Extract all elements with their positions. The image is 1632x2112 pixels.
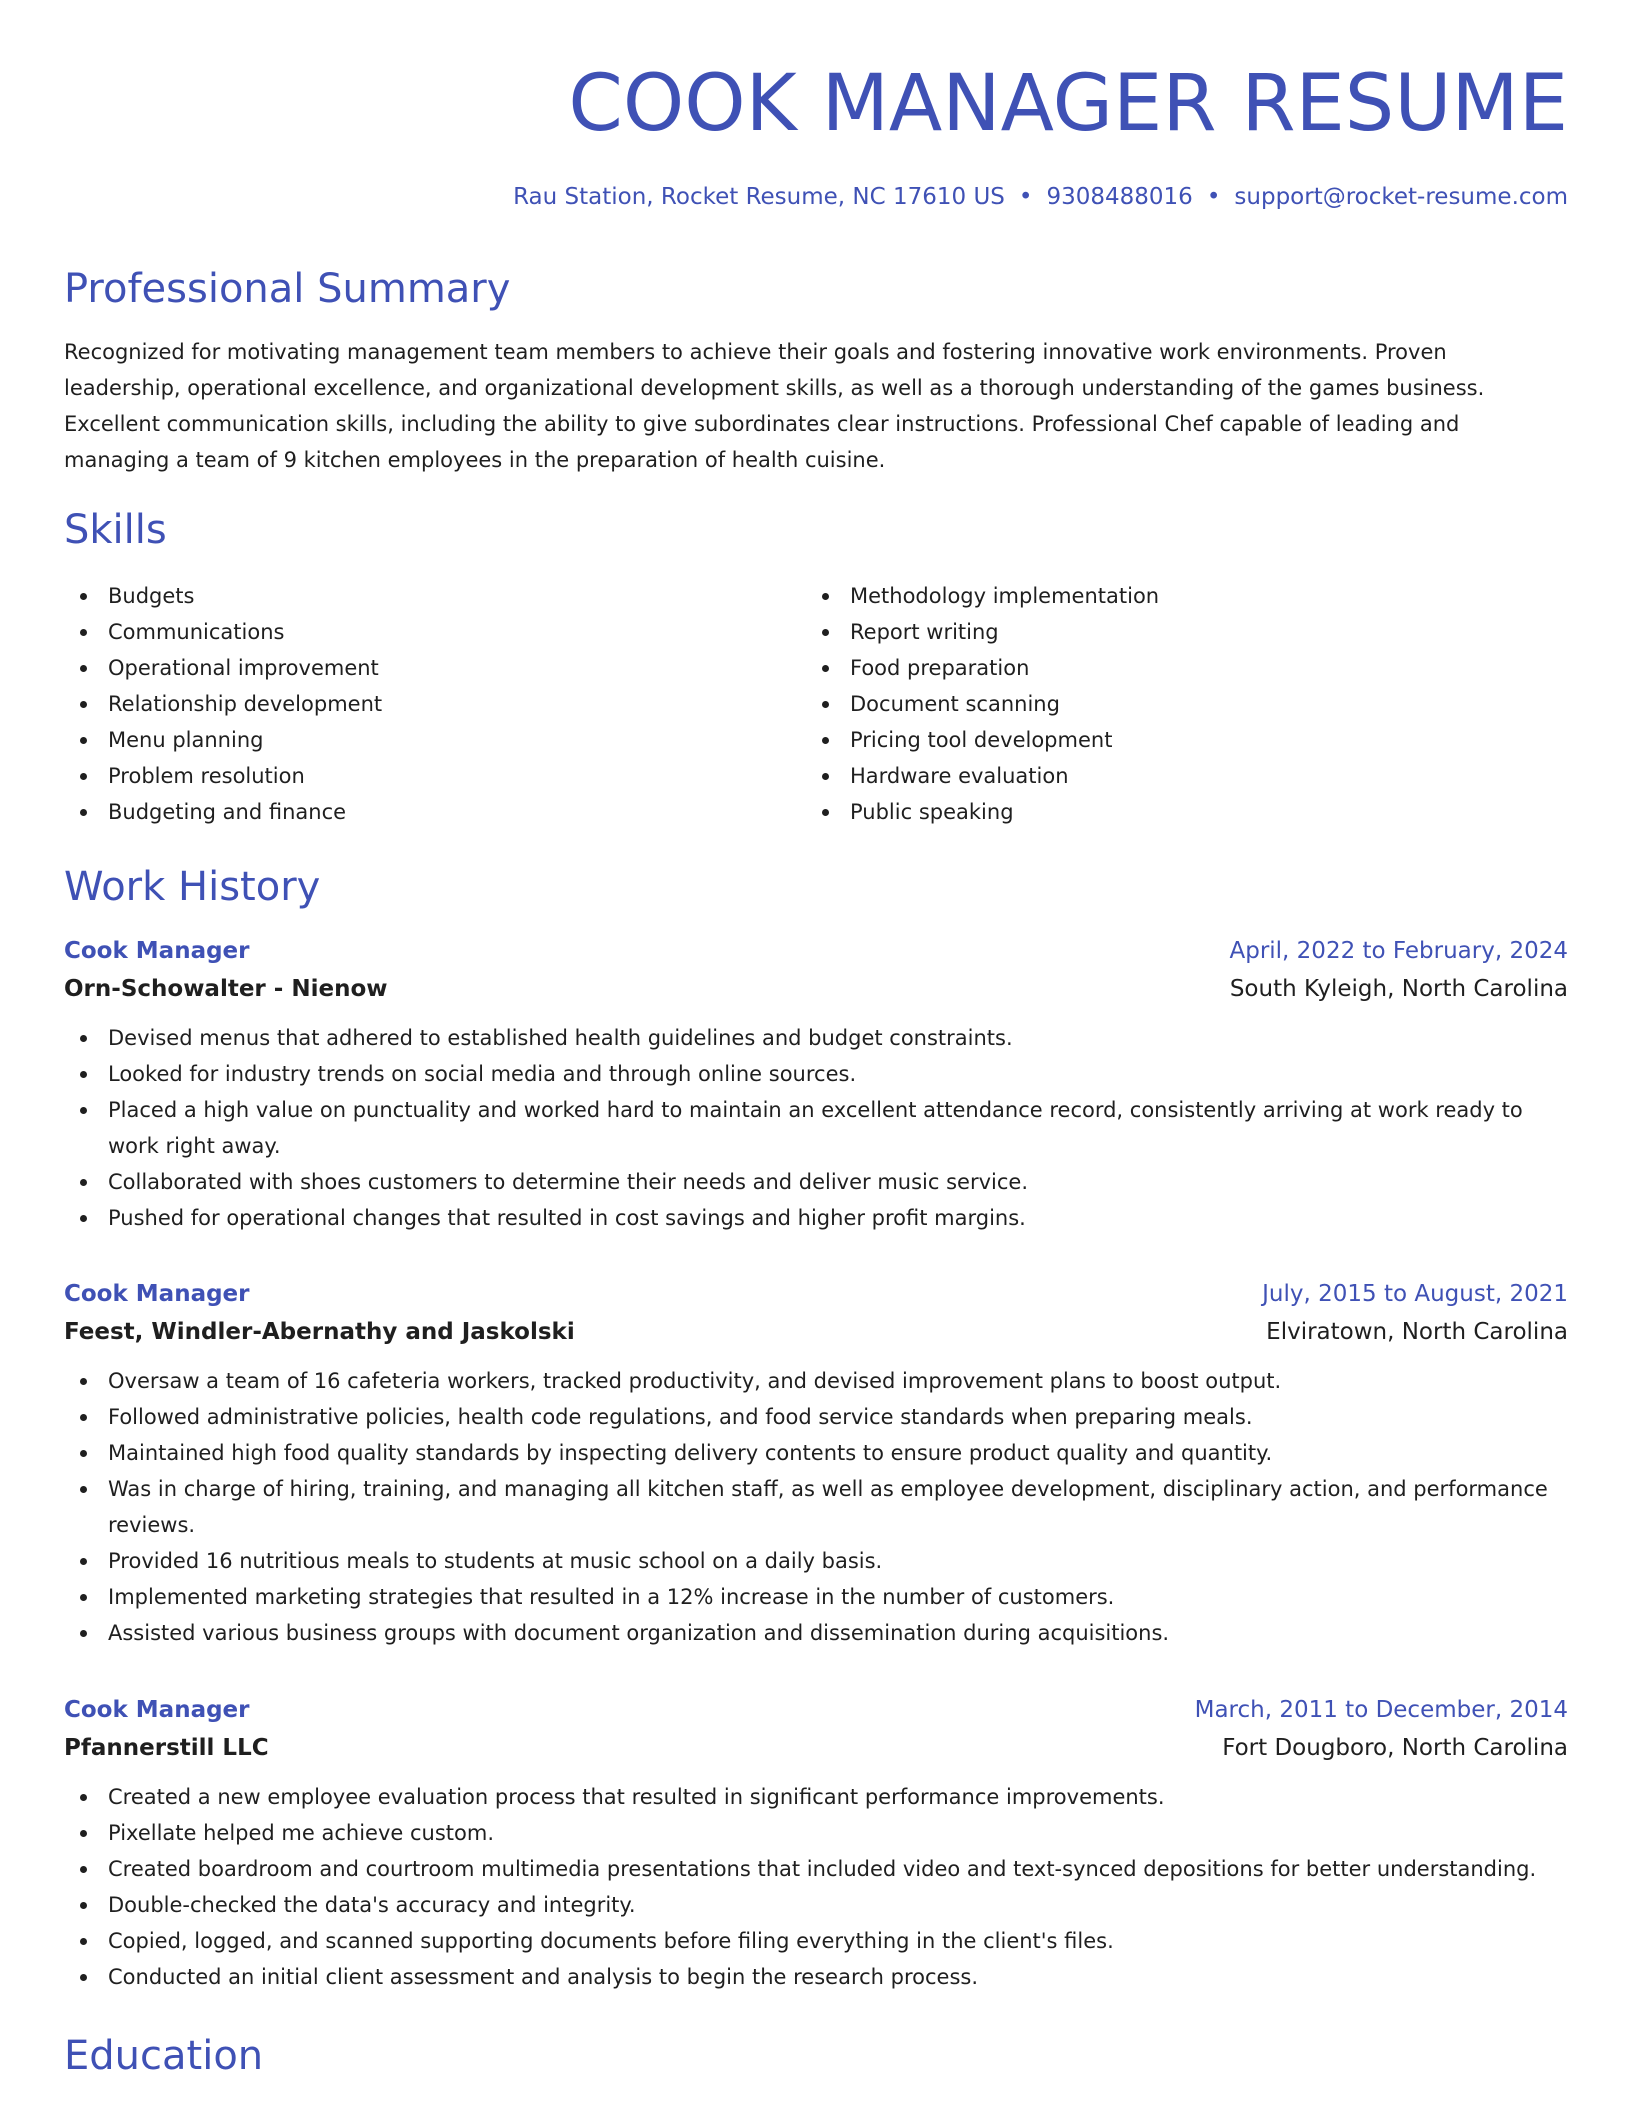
job-duty: Created boardroom and courtroom multimedia presentations that included video and text-synced depositions for better understanding. bbox=[64, 1851, 1568, 1887]
resume-title: COOK MANAGER RESUME bbox=[568, 59, 1568, 149]
job-title: Cook Manager bbox=[64, 938, 250, 964]
job-company-row bbox=[64, 1313, 1568, 1351]
skill-item: Document scanning bbox=[806, 686, 1526, 722]
job-duties-list bbox=[64, 1020, 1568, 1236]
skill-item: Budgets bbox=[64, 578, 784, 614]
job-header-row bbox=[64, 1275, 1568, 1313]
job-location: South Kyleigh, North Carolina bbox=[1229, 976, 1568, 1002]
skill-item: Problem resolution bbox=[64, 758, 784, 794]
skill-item: Operational improvement bbox=[64, 650, 784, 686]
skill-item: Relationship development bbox=[64, 686, 784, 722]
job-dates: April, 2022 to February, 2024 bbox=[1229, 938, 1568, 964]
job-entry bbox=[64, 1691, 1568, 1995]
job-duty: Created a new employee evaluation process that resulted in significant performance improvements. bbox=[64, 1779, 1568, 1815]
skill-item: Pricing tool development bbox=[806, 722, 1526, 758]
job-duty: Double-checked the data's accuracy and integrity. bbox=[64, 1887, 1568, 1923]
contact-separator: • bbox=[1018, 184, 1033, 210]
skills-right-list bbox=[806, 578, 1526, 830]
job-duty: Maintained high food quality standards by inspecting delivery contents to ensure product quality and quantity. bbox=[64, 1435, 1568, 1471]
job-location: Elviratown, North Carolina bbox=[1266, 1319, 1568, 1345]
job-duty: Conducted an initial client assessment and analysis to begin the research process. bbox=[64, 1959, 1568, 1995]
work-history-heading: Work History bbox=[64, 864, 321, 910]
education-heading: Education bbox=[64, 2033, 264, 2079]
job-company: Pfannerstill LLC bbox=[64, 1735, 269, 1761]
skill-item: Menu planning bbox=[64, 722, 784, 758]
job-title: Cook Manager bbox=[64, 1281, 250, 1307]
job-entry bbox=[64, 932, 1568, 1236]
job-company: Feest, Windler-Abernathy and Jaskolski bbox=[64, 1319, 575, 1345]
skill-item: Budgeting and finance bbox=[64, 794, 784, 830]
job-header-row bbox=[64, 1691, 1568, 1729]
job-duty: Collaborated with shoes customers to determine their needs and deliver music service. bbox=[64, 1164, 1568, 1200]
job-duty: Was in charge of hiring, training, and managing all kitchen staff, as well as employee development, disciplinary action, and performance reviews. bbox=[64, 1471, 1568, 1543]
contact-separator: • bbox=[1206, 184, 1221, 210]
job-company-row bbox=[64, 970, 1568, 1008]
contact-phone: 9308488016 bbox=[1046, 184, 1193, 210]
job-duty: Oversaw a team of 16 cafeteria workers, tracked productivity, and devised improvement plans to boost output. bbox=[64, 1363, 1568, 1399]
skill-item: Food preparation bbox=[806, 650, 1526, 686]
contact-email: support@rocket-resume.com bbox=[1234, 184, 1568, 210]
skill-item: Methodology implementation bbox=[806, 578, 1526, 614]
skill-item: Report writing bbox=[806, 614, 1526, 650]
job-location: Fort Dougboro, North Carolina bbox=[1222, 1735, 1568, 1761]
job-duty: Pushed for operational changes that resulted in cost savings and higher profit margins. bbox=[64, 1200, 1568, 1236]
job-duties-list bbox=[64, 1779, 1568, 1995]
job-dates: March, 2011 to December, 2014 bbox=[1194, 1697, 1568, 1723]
skills-left-list bbox=[64, 578, 784, 830]
job-duty: Provided 16 nutritious meals to students at music school on a daily basis. bbox=[64, 1543, 1568, 1579]
contact-address: Rau Station, Rocket Resume, NC 17610 US bbox=[513, 184, 1005, 210]
job-company-row bbox=[64, 1729, 1568, 1767]
job-duty: Assisted various business groups with document organization and dissemination during acquisitions. bbox=[64, 1615, 1568, 1651]
skills-heading: Skills bbox=[64, 507, 167, 553]
job-dates: July, 2015 to August, 2021 bbox=[1262, 1281, 1568, 1307]
job-duties-list bbox=[64, 1363, 1568, 1651]
job-entry bbox=[64, 1275, 1568, 1651]
contact-line bbox=[513, 180, 1568, 214]
skills-right-column bbox=[806, 578, 1526, 830]
job-duty: Followed administrative policies, health code regulations, and food service standards when preparing meals. bbox=[64, 1399, 1568, 1435]
summary-heading: Professional Summary bbox=[64, 266, 511, 312]
job-duty: Pixellate helped me achieve custom. bbox=[64, 1815, 1568, 1851]
skill-item: Communications bbox=[64, 614, 784, 650]
skill-item: Hardware evaluation bbox=[806, 758, 1526, 794]
summary-text: Recognized for motivating management team members to achieve their goals and fostering innovative work environments. Proven leadership, operational excellence, and organizational development skills, as well as a thorough understanding of the games business. Excellent communication skills, including the ability to give subordinates clear instructions. Professional Chef capable of leading and managing a team of 9 kitchen employees in the preparation of health cuisine. bbox=[64, 340, 1485, 472]
job-duty: Implemented marketing strategies that resulted in a 12% increase in the number of customers. bbox=[64, 1579, 1568, 1615]
skills-left-column bbox=[64, 578, 784, 830]
job-duty: Looked for industry trends on social media and through online sources. bbox=[64, 1056, 1568, 1092]
job-duty: Placed a high value on punctuality and worked hard to maintain an excellent attendance record, consistently arriving at work ready to work right away. bbox=[64, 1092, 1568, 1164]
job-title: Cook Manager bbox=[64, 1697, 250, 1723]
skill-item: Public speaking bbox=[806, 794, 1526, 830]
job-duty: Copied, logged, and scanned supporting documents before filing everything in the client's files. bbox=[64, 1923, 1568, 1959]
job-header-row bbox=[64, 932, 1568, 970]
job-company: Orn-Schowalter - Nienow bbox=[64, 976, 388, 1002]
job-duty: Devised menus that adhered to established health guidelines and budget constraints. bbox=[64, 1020, 1568, 1056]
